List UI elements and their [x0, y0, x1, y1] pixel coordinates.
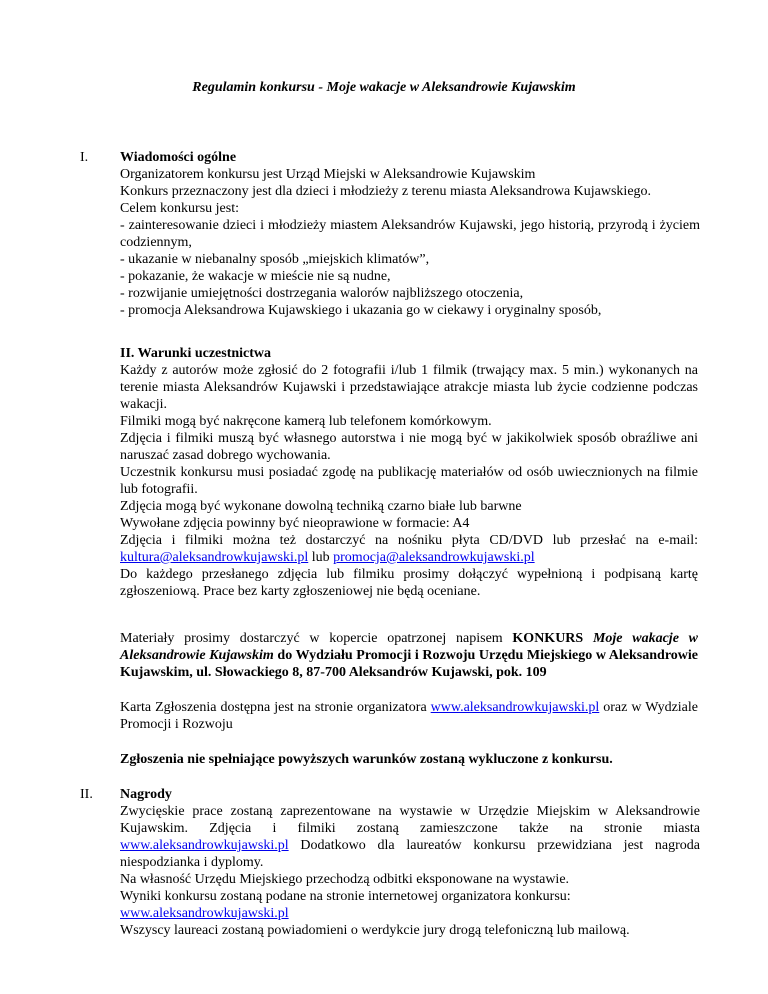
delivery-contest-name: Moje wakacje w Aleksandrowie Kujawskim	[120, 631, 698, 663]
prizes-text-b: Dodatkowo dla laureatów konkursu przewidziana jest nagroda niespodzianka i dyplomy.	[120, 838, 700, 870]
section-number: I.	[80, 150, 89, 165]
email-link-kultura[interactable]: kultura@aleksandrowkujawski.pl	[120, 550, 309, 565]
email-or: lub	[308, 550, 334, 565]
paragraph: Konkurs przeznaczony jest dla dzieci i młodzieży z terenu miasta Aleksandrowa Kujawskiego.	[120, 184, 652, 199]
paragraph: Na własność Urzędu Miejskiego przechodzą odbitki eksponowane na wystawie.	[120, 872, 570, 887]
paragraph: Uczestnik konkursu musi posiadać zgodę na publikację materiałów od osób uwiecznionych na filmie lub fotografii.	[120, 465, 698, 497]
paragraph: Wyniki konkursu zostaną podane na stronie internetowej organizatora konkursu:	[120, 889, 571, 904]
card-suffix: oraz w Wydziale Promocji i Rozwoju	[120, 700, 698, 732]
paragraph	[120, 532, 698, 566]
paragraph: Wywołane zdjęcia powinny być nieoprawione w formacie: A4	[120, 516, 470, 531]
paragraph: Celem konkursu jest:	[120, 201, 239, 216]
list-item: - ukazanie w niebanalny sposób „miejskich klimatów”,	[120, 252, 430, 267]
delivery-prefix: Materiały prosimy dostarczyć w kopercie opatrzonej napisem	[120, 631, 513, 646]
email-link-promocja[interactable]: promocja@aleksandrowkujawski.pl	[333, 550, 535, 565]
section-conditions	[120, 345, 698, 600]
card-paragraph	[120, 699, 698, 733]
paragraph: Filmiki mogą być nakręcone kamerą lub telefonem komórkowym.	[120, 414, 492, 429]
delivery-address: do Wydziału Promocji i Rozwoju Urzędu Miejskiego w Aleksandrowie Kujawskim, ul. Słowackiego 8, 87-700 Aleksandrów Kujawski, pok. 109	[120, 648, 699, 680]
paragraph: Do każdego przesłanego zdjęcia lub filmiku prosimy dołączyć wypełnioną i podpisaną kartę zgłoszeniową. Prace bez karty zgłoszeniowej nie będą oceniane.	[120, 567, 698, 599]
list-item: - promocja Aleksandrowa Kujawskiego i ukazania go w ciekawy i oryginalny sposób,	[120, 303, 602, 318]
paragraph: Każdy z autorów może zgłosić do 2 fotografii i/lub 1 filmik (trwający max. 5 min.) wykonanych na terenie miasta Aleksandrów Kujawski i przedstawiające atrakcje miasta lub życie codzienne podczas wakacji.	[120, 363, 698, 412]
delivery-konkurs: KONKURS	[512, 631, 593, 646]
section-general	[80, 149, 700, 319]
city-website-link[interactable]: www.aleksandrowkujawski.pl	[120, 838, 289, 853]
section-heading: Wiadomości ogólne	[120, 150, 237, 165]
email-intro: Zdjęcia i filmiki można też dostarczyć na nośniku płyta CD/DVD lub przesłać na e-mail:	[120, 533, 698, 548]
paragraph: Zdjęcia mogą być wykonane dowolną techniką czarno białe lub barwne	[120, 499, 522, 514]
results-website-link[interactable]: www.aleksandrowkujawski.pl	[120, 906, 289, 921]
list-item: - pokazanie, że wakacje w mieście nie są nudne,	[120, 269, 391, 284]
paragraph: Organizatorem konkursu jest Urząd Miejski w Aleksandrowie Kujawskim	[120, 167, 536, 182]
document-title: Regulamin konkursu - Moje wakacje w Aleksandrowie Kujawskim	[192, 80, 576, 95]
section-heading: Nagrody	[120, 787, 172, 802]
list-item: - rozwijanie umiejętności dostrzegania walorów najbliższego otoczenia,	[120, 286, 524, 301]
paragraph	[120, 803, 700, 871]
prizes-text-a: Zwycięskie prace zostaną zaprezentowane na wystawie w Urzędzie Miejskim w Aleksandrowie Kujawskim. Zdjęcia i filmiki zostaną zamieszczone także na stronie miasta	[120, 804, 700, 836]
section-prizes	[80, 786, 700, 939]
card-prefix: Karta Zgłoszenia dostępna jest na stronie organizatora	[120, 700, 431, 715]
section-heading: II. Warunki uczestnictwa	[120, 346, 272, 361]
paragraph: Wszyscy laureaci zostaną powiadomieni o werdykcie jury drogą telefoniczną lub mailową.	[120, 923, 630, 938]
exclusion-warning: Zgłoszenia nie spełniające powyższych warunków zostaną wykluczone z konkursu.	[120, 752, 613, 767]
delivery-paragraph	[120, 630, 698, 681]
organizer-website-link[interactable]: www.aleksandrowkujawski.pl	[430, 700, 600, 715]
section-number: II.	[80, 787, 93, 802]
paragraph: Zdjęcia i filmiki muszą być własnego autorstwa i nie mogą być w jakikolwiek sposób obraźliwe ani naruszać zasad dobrego wychowania.	[120, 431, 698, 463]
list-item: - zainteresowanie dzieci i młodzieży miastem Aleksandrów Kujawski, jego historią, przyrodą i życiem codziennym,	[120, 218, 700, 250]
